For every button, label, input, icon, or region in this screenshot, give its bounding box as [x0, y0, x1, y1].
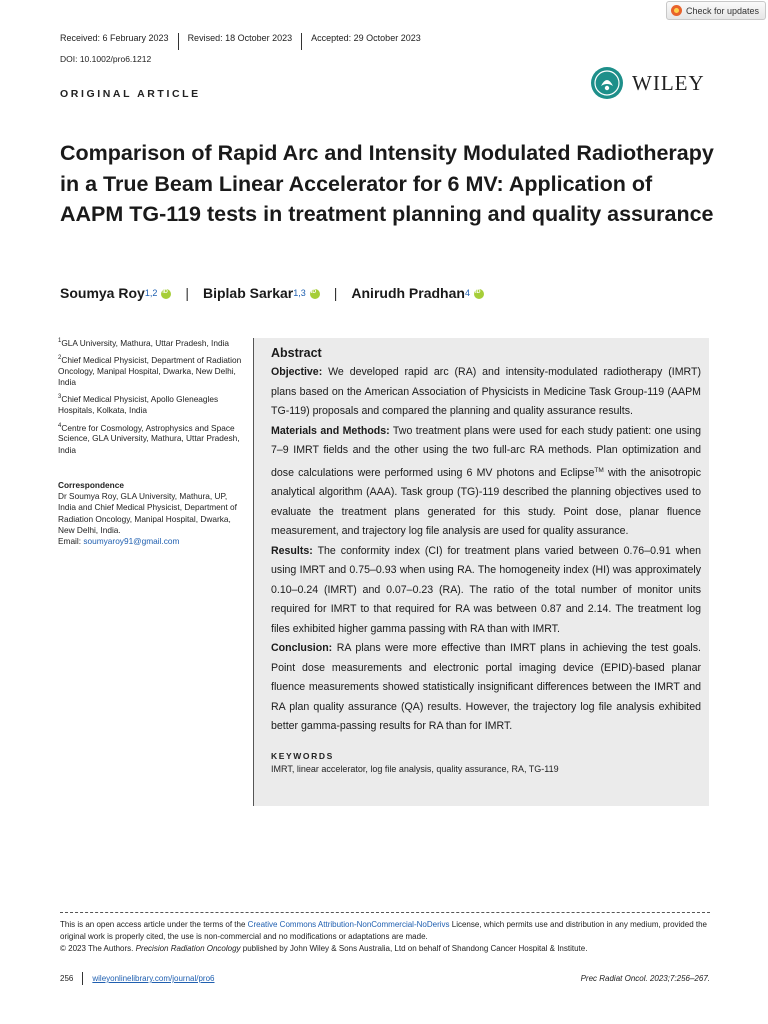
- check-updates-label: Check for updates: [686, 5, 760, 16]
- publisher-logo: [590, 66, 705, 100]
- abstract-box: [253, 338, 709, 806]
- author-separator: |: [333, 285, 338, 301]
- orcid-icon[interactable]: [310, 289, 320, 299]
- affiliation-number: 2: [58, 354, 62, 361]
- article-title: Comparison of Rapid Arc and Intensity Modulated Radiotherapy in a True Beam Linear Accelerator for 6 MV: Application of AAPM TG-119 tests in treatment planning and quality assurance: [60, 141, 714, 226]
- page-footer: [60, 972, 710, 985]
- orcid-icon[interactable]: [474, 289, 484, 299]
- affiliation: [58, 421, 246, 456]
- results-label: Results:: [271, 544, 313, 557]
- affiliation: [58, 336, 246, 349]
- date-divider: [178, 33, 179, 50]
- journal-citation: Prec Radiat Oncol. 2023;7:256–267.: [580, 974, 710, 983]
- article-dates: [60, 33, 430, 50]
- affiliation-text: Chief Medical Physicist, Department of Radiation Oncology, Manipal Hospital, Dwarka, New Delhi, India: [58, 354, 242, 388]
- doi: DOI: 10.1002/pro6.1212: [60, 54, 152, 64]
- methods-text: Two treatment plans were used for each study patient: one using 7–9 IMRT fields and the other using the two full-arc RA methods. Plan optimization and dose calculations were performed using 6 MV photons and Eclipse: [271, 424, 701, 479]
- affiliations-column: [58, 336, 246, 547]
- affiliation: [58, 353, 246, 388]
- methods-text-continued: with the anisotropic analytical algorithm (AAA). Task group (TG)-119 described the planning objectives used to evaluate the treatment plans generated for this study. Point dose, planar fluence measurement, and trajectory log file analysis are used for quality assurance.: [271, 466, 701, 537]
- author-name: Anirudh Pradhan: [351, 285, 465, 301]
- article-type: ORIGINAL ARTICLE: [60, 88, 201, 100]
- correspondence-email: [58, 536, 246, 547]
- affiliation-text: Centre for Cosmology, Astrophysics and Space Science, GLA University, Mathura, Uttar Pradesh, India: [58, 422, 240, 455]
- author-name: Biplab Sarkar: [202, 285, 294, 301]
- license-notice: [60, 919, 710, 956]
- author-name: Soumya Roy: [60, 285, 145, 301]
- affiliation-text: GLA University, Mathura, Uttar Pradesh, India: [61, 337, 230, 348]
- keywords-list: IMRT, linear accelerator, log file analysis, quality assurance, RA, TG-119: [271, 763, 559, 774]
- copyright-text: © 2023 The Authors.: [60, 944, 134, 954]
- check-for-updates-button[interactable]: [666, 1, 766, 20]
- email-link[interactable]: soumyaroy91@gmail.com: [83, 535, 180, 546]
- copyright-text-continued: published by John Wiley & Sons Australia, Ltd on behalf of Shandong Cancer Hospital & Institute.: [242, 944, 588, 954]
- correspondence-heading: Correspondence: [58, 479, 124, 490]
- page-number: 256: [60, 972, 83, 985]
- trademark-mark: TM: [594, 466, 604, 474]
- accepted-date: Accepted: 29 October 2023: [311, 33, 421, 43]
- abstract-results: [271, 542, 701, 640]
- methods-label: Materials and Methods:: [271, 424, 390, 437]
- objective-label: Objective:: [271, 366, 323, 378]
- orcid-icon[interactable]: [161, 289, 171, 299]
- journal-name: Precision Radiation Oncology: [135, 944, 241, 954]
- keywords-heading: KEYWORDS: [271, 750, 334, 761]
- abstract-objective: [271, 363, 701, 422]
- author-separator: |: [185, 285, 189, 301]
- author-affiliation-ref[interactable]: 4: [464, 288, 470, 298]
- crossmark-icon: [671, 5, 682, 16]
- affiliation-text: Chief Medical Physicist, Apollo Gleneagles Hospitals, Kolkata, India: [58, 394, 219, 416]
- author-affiliation-ref[interactable]: 1,3: [293, 288, 306, 298]
- email-label: Email:: [58, 535, 82, 546]
- author-affiliation-ref[interactable]: 1,2: [144, 288, 158, 298]
- license-text-continued: License, which permits use and distribution in any medium, provided the original work is properly cited, the use is non-commercial and no modifications or adaptations are made.: [60, 920, 707, 942]
- abstract-heading: Abstract: [271, 346, 322, 360]
- affiliation-number: 3: [58, 394, 62, 401]
- correspondence-text: Dr Soumya Roy, GLA University, Mathura, UP, India and Chief Medical Physicist, Department of Radiation Oncology, Manipal Hospital, Dwarka, New Delhi, India.: [58, 491, 237, 535]
- received-date: Received: 6 February 2023: [60, 33, 169, 43]
- license-text: This is an open access article under the terms of the: [60, 920, 246, 929]
- author-list: [60, 285, 484, 301]
- publisher-name: WILEY: [632, 70, 705, 95]
- revised-date: Revised: 18 October 2023: [187, 33, 293, 43]
- journal-url-link[interactable]: wileyonlinelibrary.com/journal/pro6: [92, 974, 215, 983]
- results-text: The conformity index (CI) for treatment plans varied between 0.76–0.91 when using IMRT and 0.75–0.93 when using RA. The homogeneity index (HI) was approximately 0.10–0.24 (IMRT) and 0.07–0.23 (RA). The ratio of the total number of monitor units required for IMRT to that required for RA was between 0.87 and 2.14. The treatment log files exhibited higher gamma passing with RA than with IMRT.: [271, 544, 701, 635]
- affiliation-number: 4: [58, 422, 62, 429]
- abstract-conclusion: [271, 639, 701, 737]
- affiliation: [58, 392, 246, 416]
- license-link[interactable]: Creative Commons Attribution-NonCommercial-NoDerivs: [247, 920, 450, 929]
- conclusion-text: RA plans were more effective than IMRT plans in achieving the test goals. Point dose measurements and electronic portal imaging device (EPID)-based planar fluence measurements showed statistically insignificant differences between the IMRT and RA plan quality assurance (QA) results. However, the trajectory log file analysis exhibited better gamma-passing results for RA than for IMRT.: [271, 642, 701, 732]
- affiliation-number: 1: [58, 338, 62, 344]
- wiley-emblem-icon: [590, 66, 624, 100]
- date-divider: [301, 33, 302, 50]
- conclusion-label: Conclusion:: [271, 642, 333, 654]
- abstract-methods: [271, 422, 701, 542]
- footer-divider: [60, 912, 710, 913]
- objective-text: We developed rapid arc (RA) and intensity-modulated radiotherapy (IMRT) plans based on the American Association of Physicists in Medicine Task Group-119 (AAPM TG-119) proposals and compared the planning and quality assurance results.: [271, 366, 701, 417]
